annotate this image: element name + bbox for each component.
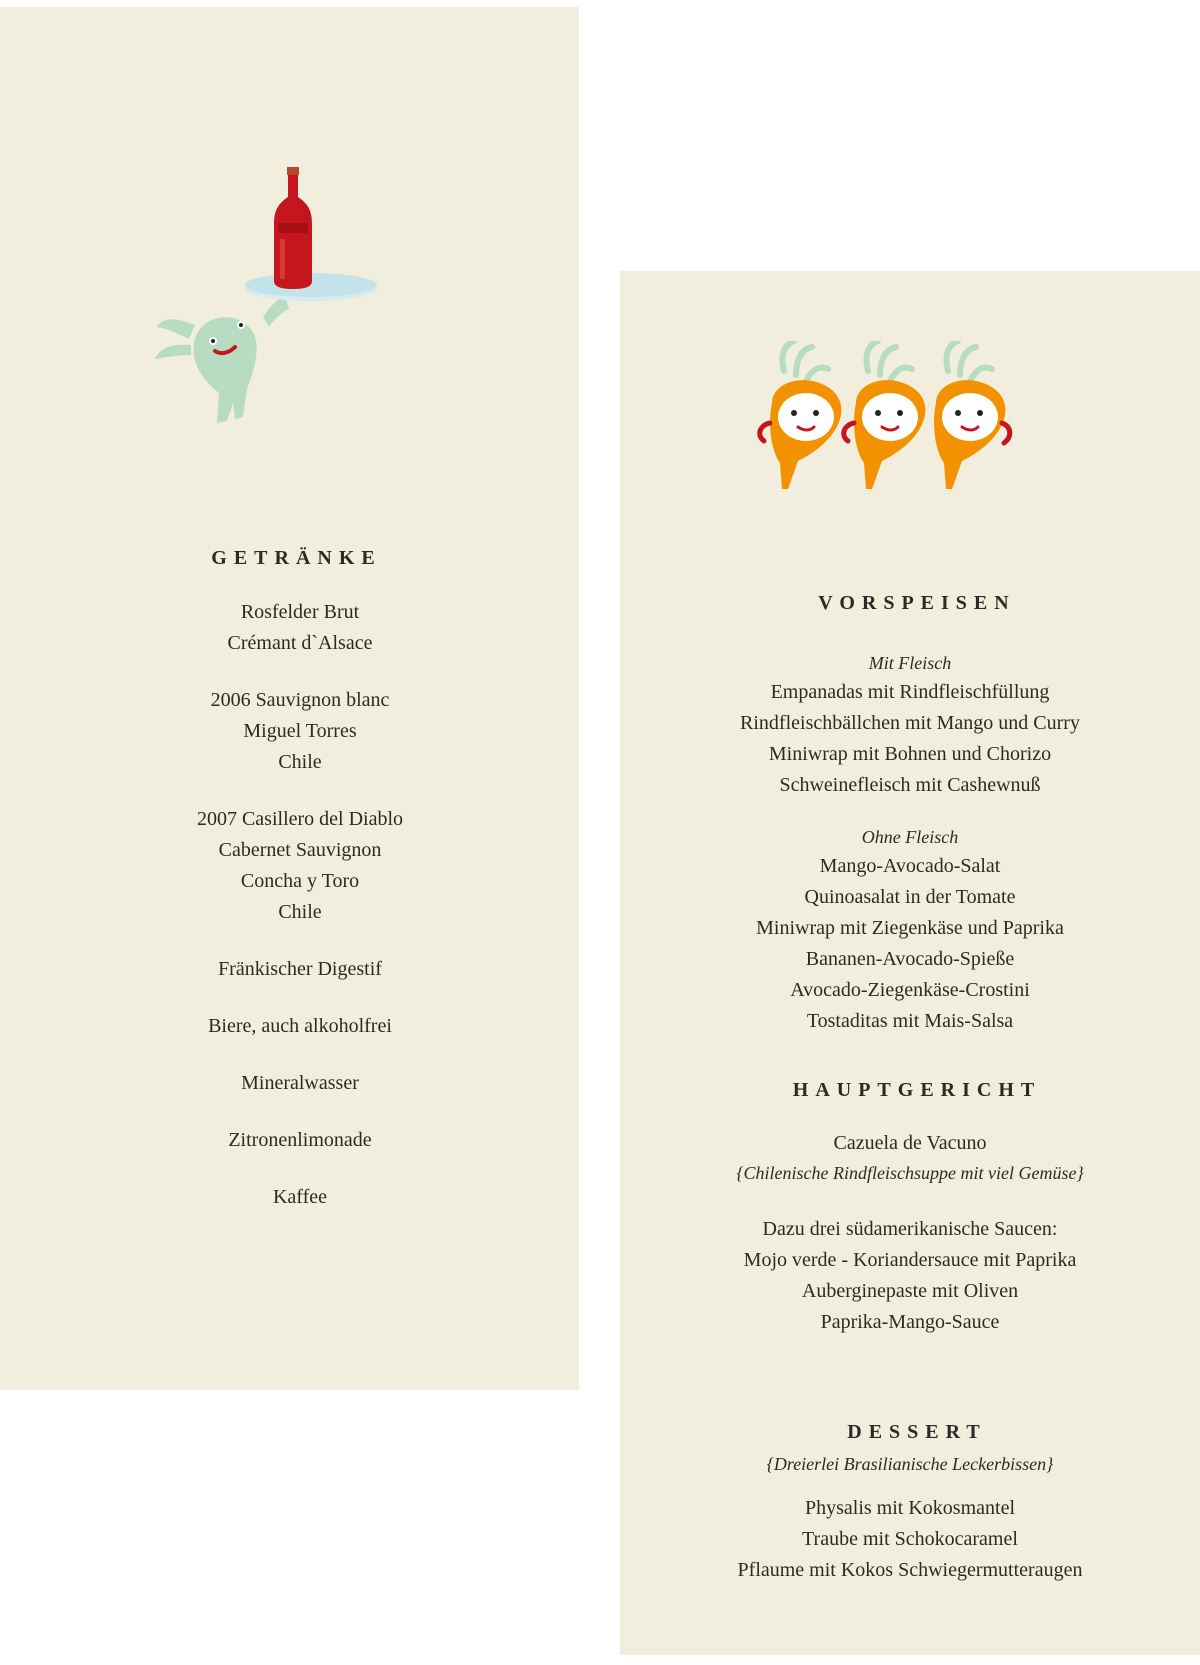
drink-group [0,1182,600,1213]
main-course-title: HAUPTGERICHT [792,1079,1042,1101]
drinks-card [0,7,579,1390]
drink-group [0,597,600,659]
drink-item: Chile [278,901,322,923]
starter-item: Avocado-Ziegenkäse-Crostini [790,979,1030,1001]
drink-item: Fränkischer Digestif [218,958,382,980]
dessert-item: Physalis mit Kokosmantel [805,1497,1015,1519]
dancing-carrots-icon [750,341,1020,511]
drink-group [0,1011,600,1042]
veg-label: Ohne Fleisch [861,827,959,847]
starters-title: VORSPEISEN [818,592,1016,614]
drink-item: Crémant d`Alsace [227,632,373,654]
sauce-item: Paprika-Mango-Sauce [820,1311,1000,1333]
starter-item: Mango-Avocado-Salat [819,855,1001,877]
starter-item: Schweinefleisch mit Cashewnuß [779,774,1041,796]
drink-item: 2006 Sauvignon blanc [210,689,390,711]
dessert-title: DESSERT [847,1421,987,1443]
drinks-title: GETRÄNKE [211,547,382,569]
food-card [620,271,1200,1655]
drink-item: Concha y Toro [240,870,360,892]
drink-item: Miguel Torres [243,720,357,742]
waiter-with-wine-bottle-icon [155,167,395,447]
drink-item: Mineralwasser [241,1072,359,1094]
starter-item: Quinoasalat in der Tomate [804,886,1016,908]
starter-item: Empanadas mit Rindfleischfüllung [770,681,1050,703]
sauces-intro: Dazu drei südamerikanische Saucen: [762,1218,1058,1240]
meat-label: Mit Fleisch [868,653,952,673]
dessert-group [620,1450,1200,1586]
drink-group [0,804,600,928]
drink-item: Cabernet Sauvignon [218,839,382,861]
dessert-item: Pflaume mit Kokos Schwiegermutteraugen [737,1559,1083,1581]
starters-veg-group [620,823,1200,1037]
main-dish: Cazuela de Vacuno [833,1132,987,1154]
sauces-group [620,1214,1200,1338]
drinks-list [0,597,600,1239]
drink-group [0,1125,600,1156]
starter-item: Miniwrap mit Ziegenkäse und Paprika [756,917,1064,939]
starter-item: Rindfleischbällchen mit Mango und Curry [740,712,1080,734]
starter-item: Tostaditas mit Mais-Salsa [806,1010,1014,1032]
drink-item: 2007 Casillero del Diablo [196,808,404,830]
main-dish-note: {Chilenische Rindfleischsuppe mit viel Gemüse} [736,1163,1084,1183]
dessert-note: {Dreierlei Brasilianische Leckerbissen} [766,1454,1054,1474]
starter-item: Bananen-Avocado-Spieße [805,948,1015,970]
drink-group [0,954,600,985]
starters-meat-group [620,649,1200,801]
drink-item: Biere, auch alkoholfrei [208,1015,392,1037]
drink-item: Rosfelder Brut [240,601,360,623]
dessert-item: Traube mit Schokocaramel [802,1528,1018,1550]
sauce-item: Auberginepaste mit Oliven [801,1280,1019,1302]
drink-item: Chile [278,751,322,773]
drink-item: Zitronenlimonade [228,1129,372,1151]
drink-item: Kaffee [272,1186,328,1208]
drink-group [0,685,600,778]
drink-group [0,1068,600,1099]
starter-item: Miniwrap mit Bohnen und Chorizo [768,743,1052,765]
main-course-dish [620,1128,1200,1187]
sauce-item: Mojo verde - Koriandersauce mit Paprika [743,1249,1077,1271]
